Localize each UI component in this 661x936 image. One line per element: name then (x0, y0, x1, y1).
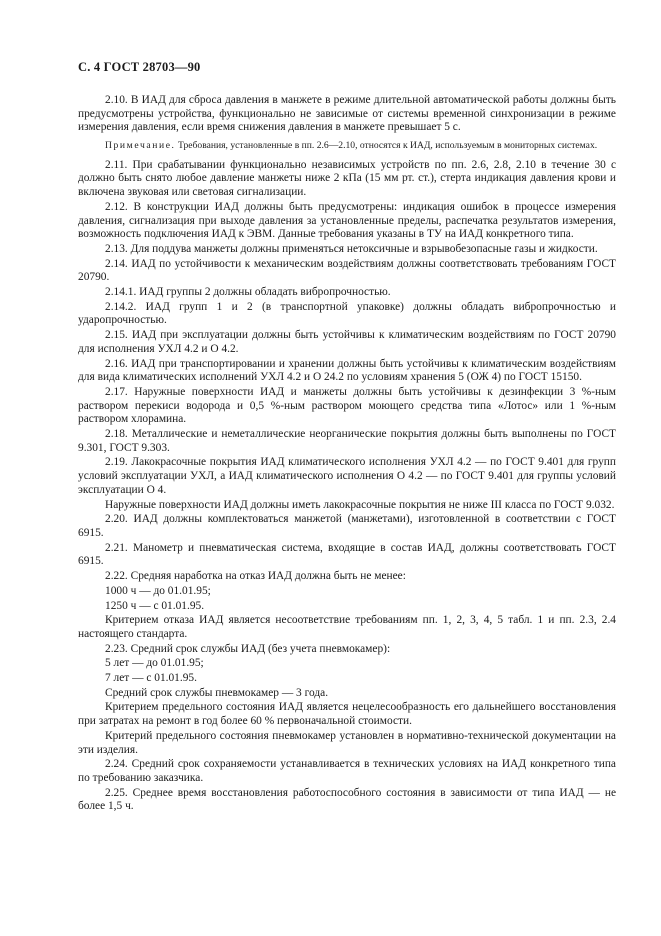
body-paragraph: 2.16. ИАД при транспортировании и хранении должны быть устойчивы к климатическим воздействиям для вида климатических исполнений УХЛ 4.2 и О 24.2 по условиям хранения 5 (ОЖ 4) по ГОСТ 15150. (78, 357, 616, 384)
body-paragraph: 1250 ч — с 01.01.95. (105, 599, 205, 612)
body-paragraph: 2.18. Металлические и неметаллические неорганические покрытия должны быть выполнены по ГОСТ 9.301, ГОСТ 9.303. (78, 428, 616, 454)
body-paragraph: 5 лет — до 01.01.95; (105, 657, 204, 670)
body-paragraph: Критерием отказа ИАД является несоответствие требованиям пп. 1, 2, 3, 4, 5 табл. 1 и пп. 2.3, 2.4 настоящего стандарта. (78, 614, 616, 640)
body-paragraph: 2.25. Среднее время восстановления работоспособного состояния в зависимости от типа ИАД — не более 1,5 ч. (78, 786, 616, 813)
note-text: Требования, установленные в пп. 2.6—2.10, относятся к ИАД, используемым в мониторных системах. (177, 140, 598, 152)
body-paragraph: 2.14.2. ИАД групп 1 и 2 (в транспортной упаковке) должны обладать вибропрочностью и ударопрочностью. (78, 300, 616, 327)
page-header: С. 4 ГОСТ 28703—90 (78, 60, 201, 74)
body-paragraph: Критерий предельного состояния пневмокамер установлен в нормативно-технической документации на эти изделия. (78, 729, 616, 756)
body-paragraph: 7 лет — с 01.01.95. (105, 672, 197, 685)
body-paragraph: 2.13. Для поддува манжеты должны применяться нетоксичные и взрывобезопасные газы и жидкости. (105, 242, 598, 255)
body-paragraph: Наружные поверхности ИАД должны иметь лакокрасочные покрытия не ниже III класса по ГОСТ 9.032. (105, 498, 615, 511)
body-paragraph: 1000 ч — до 01.01.95; (105, 584, 211, 597)
body-paragraph: Критерием предельного состояния ИАД является нецелесообразность его дальнейшего восстановления при затратах на ремонт в год более 60 % первоначальной стоимости. (78, 701, 616, 728)
body-paragraph: 2.24. Средний срок сохраняемости устанавливается в технических условиях на ИАД конкретного типа по требованию заказчика. (78, 758, 616, 784)
body-paragraph: 2.14.1. ИАД группы 2 должны обладать вибропрочностью. (105, 286, 391, 299)
body-paragraph: 2.23. Средний срок службы ИАД (без учета пневмокамер): (105, 642, 391, 655)
body-paragraph: 2.19. Лакокрасочные покрытия ИАД климатического исполнения УХЛ 4.2 — по ГОСТ 9.401 для групп условий эксплуатации УХЛ, а ИАД климатического исполнения О 4.2 — по ГОСТ 9.401 для группы условий эксплуатации О 4. (78, 456, 616, 496)
body-paragraph: 2.15. ИАД при эксплуатации должны быть устойчивы к климатическим воздействиям по ГОСТ 20790 для исполнения УХЛ 4.2 и О 4.2. (78, 329, 616, 355)
document-body (78, 94, 616, 815)
body-paragraph: 2.14. ИАД по устойчивости к механическим воздействиям должны соответствовать требованиям ГОСТ 20790. (78, 257, 616, 284)
note-paragraph (78, 140, 616, 153)
body-paragraph: Средний срок службы пневмокамер — 3 года. (105, 686, 329, 699)
body-paragraph: 2.12. В конструкции ИАД должны быть предусмотрены: индикация ошибок в процессе измерения давления, сигнализация при выходе давления за установленные пределы, распечатка результатов измерения, возможность подключения ИАД к ЭВМ. Данные требования указаны в ТУ на ИАД конкретного типа. (78, 200, 616, 241)
note-label: Примечание. (105, 140, 176, 152)
body-paragraph: 2.10. В ИАД для сброса давления в манжете в режиме длительной автоматической работы должны быть предусмотрены устройства, функционально не зависимые от системы временной синхронизации в режиме измерения давления, если время снижения давления в манжете превышает 5 с. (78, 94, 616, 134)
body-paragraph: 2.20. ИАД должны комплектоваться манжетой (манжетами), изготовленной в соответствии с ГОСТ 6915. (78, 513, 616, 539)
body-paragraph: 2.22. Средняя наработка на отказ ИАД должна быть не менее: (105, 570, 406, 583)
body-paragraph: 2.11. При срабатывании функционально независимых устройств по пп. 2.6, 2.8, 2.10 в течение 30 с должно быть снято любое давление манжеты ниже 2 кПа (15 мм рт. ст.), стерта индикация давления крови и включена звуковая или световая сигнализации. (78, 158, 616, 199)
body-paragraph: 2.17. Наружные поверхности ИАД и манжеты должны быть устойчивы к дезинфекции 3 %-ным раствором перекиси водорода и 0,5 %-ным раствором моющего средства типа «Лотос» или 1 %-ным раствором хлорамина. (78, 385, 616, 426)
body-paragraph: 2.21. Манометр и пневматическая система, входящие в состав ИАД, должны соответствовать ГОСТ 6915. (78, 541, 616, 568)
